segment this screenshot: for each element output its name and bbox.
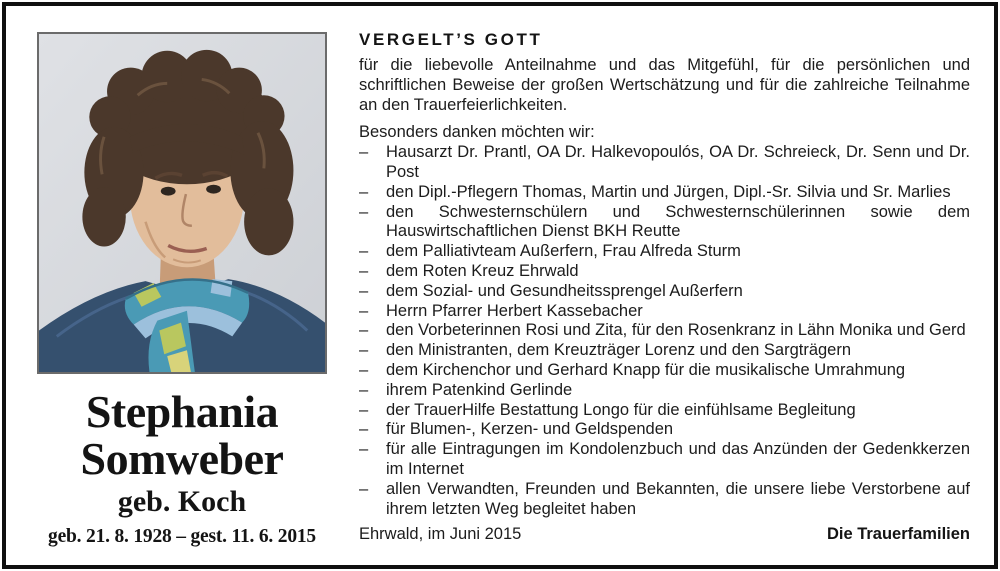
thanks-item-text: den Schwesternschülern und Schwesternschülerinnen sowie dem Hauswirtschaftlichen Dienst BKH Reutte <box>386 202 970 241</box>
thanks-list-item <box>359 143 970 183</box>
dash-bullet: – <box>359 182 369 201</box>
notice-heading: VERGELT’S GOTT <box>359 30 543 49</box>
place-date: Ehrwald, im Juni 2015 <box>359 525 522 544</box>
last-name: Somweber <box>80 433 284 484</box>
maiden-name: geb. Koch <box>117 485 247 518</box>
thanks-list-item <box>359 381 970 401</box>
footer-row <box>359 525 970 545</box>
dash-bullet: – <box>359 261 369 280</box>
dash-bullet: – <box>359 380 369 399</box>
thanks-list-item <box>359 401 970 421</box>
dash-bullet: – <box>359 440 369 459</box>
thanks-item-text: für alle Eintragungen im Kondolenzbuch und das Anzünden der Gedenkkerzen im Internet <box>386 440 970 478</box>
thanks-item-text: den Ministranten, dem Kreuzträger Lorenz und den Sargträgern <box>386 341 852 360</box>
first-name: Stephania <box>85 386 279 437</box>
thanks-item-text: ihrem Patenkind Gerlinde <box>386 380 573 399</box>
thanks-list-item <box>359 420 970 440</box>
obituary-notice <box>2 2 998 569</box>
dash-bullet: – <box>359 420 369 439</box>
thanks-item-text: dem Roten Kreuz Ehrwald <box>386 261 579 280</box>
thanks-list-item <box>359 361 970 381</box>
dash-bullet: – <box>359 202 369 221</box>
dash-bullet: – <box>359 301 369 320</box>
signature: Die Trauerfamilien <box>826 525 970 544</box>
thanks-item-text: Hausarzt Dr. Prantl, OA Dr. Halkevopoulós, OA Dr. Schreieck, Dr. Senn und Dr. Post <box>386 143 970 181</box>
notice-text-column <box>359 30 970 545</box>
dash-bullet: – <box>359 360 369 379</box>
portrait-image <box>39 34 325 372</box>
thanks-item-text: den Vorbeterinnen Rosi und Zita, für den Rosenkranz in Lähn Monika und Gerd <box>386 321 966 340</box>
thanks-list-item <box>359 282 970 302</box>
thanks-list-item <box>359 203 970 243</box>
thanks-item-text: dem Sozial- und Gesundheitssprengel Außerfern <box>386 281 743 300</box>
dash-bullet: – <box>359 281 369 300</box>
thanks-list-item <box>359 242 970 262</box>
left-eye <box>161 187 176 196</box>
thanks-item-text: dem Kirchenchor und Gerhard Knapp für die musikalische Umrahmung <box>386 360 906 379</box>
deceased-name-block <box>22 388 342 548</box>
dash-bullet: – <box>359 242 369 261</box>
thanks-list-item <box>359 341 970 361</box>
intro-paragraph: für die liebevolle Anteilnahme und das Mitgefühl, für die persönlichen und schriftlichen Beweise der großen Wertschätzung und für die zahlreiche Teilnahme an den Trauerfeierlichkeiten. <box>359 56 970 114</box>
thanks-lead: Besonders danken möchten wir: <box>359 123 595 142</box>
life-dates: geb. 21. 8. 1928 – gest. 11. 6. 2015 <box>48 526 316 547</box>
thanks-item-text: für Blumen-, Kerzen- und Geldspenden <box>386 420 674 439</box>
dash-bullet: – <box>359 341 369 360</box>
thanks-list-item <box>359 480 970 520</box>
thanks-list-item <box>359 321 970 341</box>
thanks-item-text: dem Palliativteam Außerfern, Frau Alfreda Sturm <box>386 242 741 261</box>
thanks-list-item <box>359 183 970 203</box>
portrait-photo <box>37 32 327 374</box>
dash-bullet: – <box>359 479 369 498</box>
thanks-list-item <box>359 302 970 322</box>
dash-bullet: – <box>359 321 369 340</box>
thanks-item-text: allen Verwandten, Freunden und Bekannten, die unsere liebe Verstorbene auf ihrem letzten Weg begleitet haben <box>386 479 970 518</box>
thanks-item-text: den Dipl.-Pflegern Thomas, Martin und Jürgen, Dipl.-Sr. Silvia und Sr. Marlies <box>386 182 951 201</box>
thanks-list-item <box>359 440 970 480</box>
thanks-item-text: Herrn Pfarrer Herbert Kassebacher <box>386 301 643 320</box>
dash-bullet: – <box>359 400 369 419</box>
thanks-list-item <box>359 262 970 282</box>
thanks-list <box>359 143 970 519</box>
dash-bullet: – <box>359 143 369 162</box>
thanks-item-text: der TrauerHilfe Bestattung Longo für die einfühlsame Begleitung <box>386 400 856 419</box>
right-eye <box>206 185 221 194</box>
